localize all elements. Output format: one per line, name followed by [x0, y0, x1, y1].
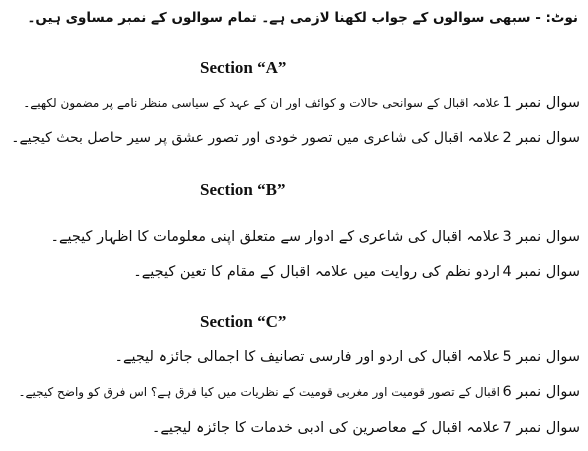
question-3-text: علامہ اقبال کی شاعری کے ادوار سے متعلق اپنی معلومات کا اظہار کیجیے۔: [50, 229, 500, 245]
section-c-title: Section “C”: [200, 312, 287, 331]
question-7-label: سوال نمبر 7: [502, 420, 580, 436]
section-b-title: Section “B”: [200, 180, 286, 199]
question-4-text: اردو نظم کی روایت میں علامہ اقبال کے مقام کا تعین کیجیے۔: [133, 264, 500, 280]
question-4-label: سوال نمبر 4: [502, 264, 580, 280]
question-1-label: سوال نمبر 1: [502, 95, 580, 111]
exam-note: نوٹ: - سبھی سوالوں کے جواب لکھنا لازمی ہے۔ تمام سوالوں کے نمبر مساوی ہیں۔: [27, 10, 578, 26]
question-7-text: علامہ اقبال کے معاصرین کی ادبی خدمات کا جائزہ لیجیے۔: [151, 420, 500, 436]
question-5-text: علامہ اقبال کی اردو اور فارسی تصانیف کا اجمالی جائزہ لیجیے۔: [114, 349, 500, 365]
question-2-label: سوال نمبر 2: [502, 130, 580, 146]
question-2-text: علامہ اقبال کی شاعری میں تصور خودی اور تصور عشق پر سیر حاصل بحث کیجیے۔: [11, 130, 500, 146]
question-5-label: سوال نمبر 5: [502, 349, 580, 365]
section-a-title: Section “A”: [200, 58, 287, 77]
question-6-text: اقبال کے تصور قومیت اور مغربی قومیت کے نظریات میں کیا فرق ہے؟ اس فرق کو واضح کیجیے۔: [18, 385, 500, 399]
question-1-text: علامہ اقبال کے سوانحی حالات و کوائف اور ان کے عہد کے سیاسی منظر نامے پر مضمون لکھیے۔: [23, 96, 500, 110]
question-3-label: سوال نمبر 3: [502, 229, 580, 245]
question-6-label: سوال نمبر 6: [502, 384, 580, 400]
